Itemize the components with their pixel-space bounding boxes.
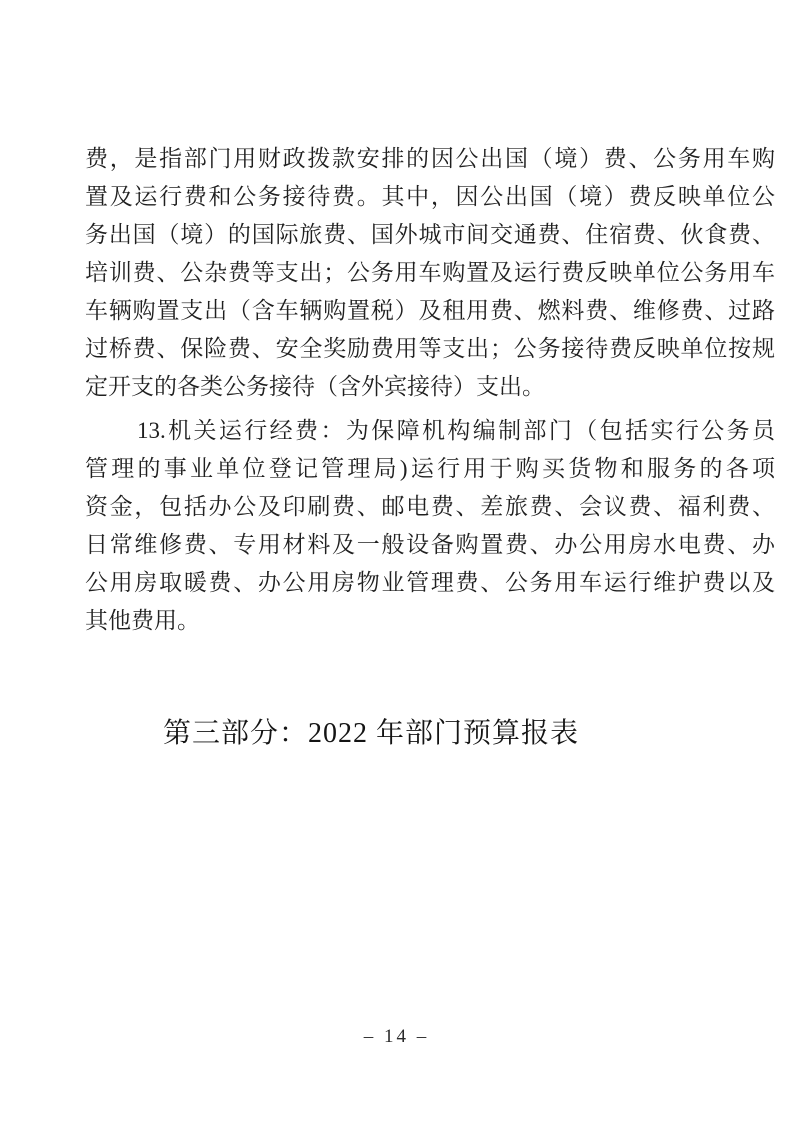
paragraph-expense-definition	[85, 140, 775, 406]
text-line: 置及运行费和公务接待费。其中，因公出国（境）费反映单位公	[85, 184, 775, 209]
text-line: 务出国（境）的国际旅费、国外城市间交通费、住宿费、伙食费、	[85, 222, 775, 247]
paragraph-operating-expenses	[85, 412, 775, 640]
text-line: 其他费用。	[85, 608, 200, 633]
text-line: 公用房取暖费、办公用房物业管理费、公务用车运行维护费以及	[85, 570, 775, 595]
page-number: – 14 –	[363, 1026, 430, 1047]
text-line: 车辆购置支出（含车辆购置税）及租用费、燃料费、维修费、过路	[85, 298, 775, 323]
text-line: 13.机关运行经费：为保障机构编制部门（包括实行公务员	[137, 418, 775, 443]
text-line: 定开支的各类公务接待（含外宾接待）支出。	[85, 374, 545, 399]
text-line: 管理的事业单位登记管理局)运行用于购买货物和服务的各项	[85, 456, 775, 481]
text-line: 日常维修费、专用材料及一般设备购置费、办公用房水电费、办	[85, 532, 775, 557]
section-heading: 第三部分：2022 年部门预算报表	[163, 718, 580, 749]
text-line: 培训费、公杂费等支出；公务用车购置及运行费反映单位公务用车	[85, 260, 775, 285]
text-line: 费，是指部门用财政拨款安排的因公出国（境）费、公务用车购	[85, 146, 775, 171]
text-line: 资金，包括办公及印刷费、邮电费、差旅费、会议费、福利费、	[85, 494, 775, 519]
text-line: 过桥费、保险费、安全奖励费用等支出；公务接待费反映单位按规	[85, 336, 775, 361]
